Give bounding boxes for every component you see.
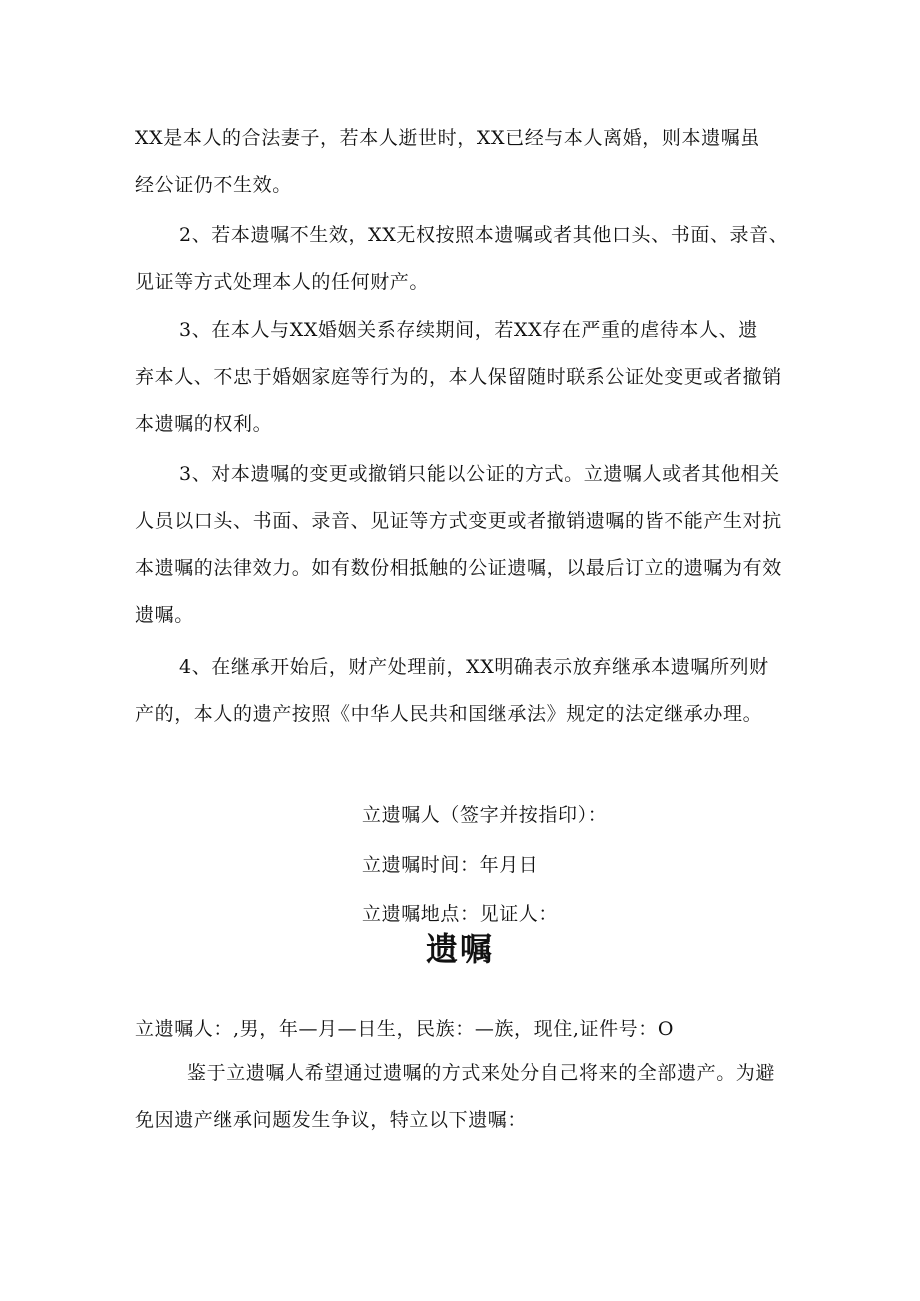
paragraph-line: 4、在继承开始后，财产处理前，XX明确表示放弃继承本遗嘱所列财 [179, 656, 769, 678]
paragraph-line: 弃本人、不忠于婚姻家庭等行为的，本人保留随时联系公证处变更或者撤销 [135, 366, 782, 388]
clause-4-paragraph [135, 644, 805, 738]
paragraph-line: 免因遗产继承问题发生争议，特立以下遗嘱： [135, 1109, 528, 1131]
continuation-paragraph [135, 115, 805, 209]
clause-3a-paragraph [135, 307, 805, 448]
testator-info: 立遗嘱人：,男，年—月—日生，民族：—族，现住,证件号：O [135, 1018, 675, 1040]
paragraph-line: 经公证仍不生效。 [135, 174, 292, 196]
clause-3b-paragraph [135, 451, 805, 639]
paragraph-line: 本遗嘱的权利。 [135, 413, 273, 435]
signature-place: 立遗嘱地点：见证人： [362, 903, 559, 925]
signature-time: 立遗嘱时间：年月日 [362, 854, 539, 876]
paragraph-line: 见证等方式处理本人的任何财产。 [135, 271, 430, 293]
paragraph-line: 3、对本遗嘱的变更或撤销只能以公证的方式。立遗嘱人或者其他相关 [179, 463, 780, 485]
signature-testator: 立遗嘱人（签字并按指印）： [362, 804, 608, 826]
clause-2-paragraph [135, 212, 805, 306]
paragraph-line: 人员以口头、书面、录音、见证等方式变更或者撤销遗嘱的皆不能产生对抗 [135, 510, 782, 532]
paragraph-line: 2、若本遗嘱不生效，XX无权按照本遗嘱或者其他口头、书面、录音、 [179, 224, 789, 246]
preamble-paragraph [135, 1050, 805, 1144]
paragraph-line: 遗嘱。 [135, 604, 194, 626]
paragraph-line: 产的，本人的遗产按照《中华人民共和国继承法》规定的法定继承办理。 [135, 703, 763, 725]
paragraph-line: 3、在本人与XX婚姻关系存续期间，若XX存在严重的虐待本人、遗 [179, 319, 758, 341]
paragraph-line: XX是本人的合法妻子，若本人逝世时，XX已经与本人离婚，则本遗嘱虽 [135, 127, 760, 149]
paragraph-line: 鉴于立遗嘱人希望通过遗嘱的方式来处分自己将来的全部遗产。为避 [187, 1062, 776, 1084]
paragraph-line: 本遗嘱的法律效力。如有数份相抵触的公证遗嘱，以最后订立的遗嘱为有效 [135, 557, 782, 579]
document-title: 遗嘱 [425, 930, 494, 968]
